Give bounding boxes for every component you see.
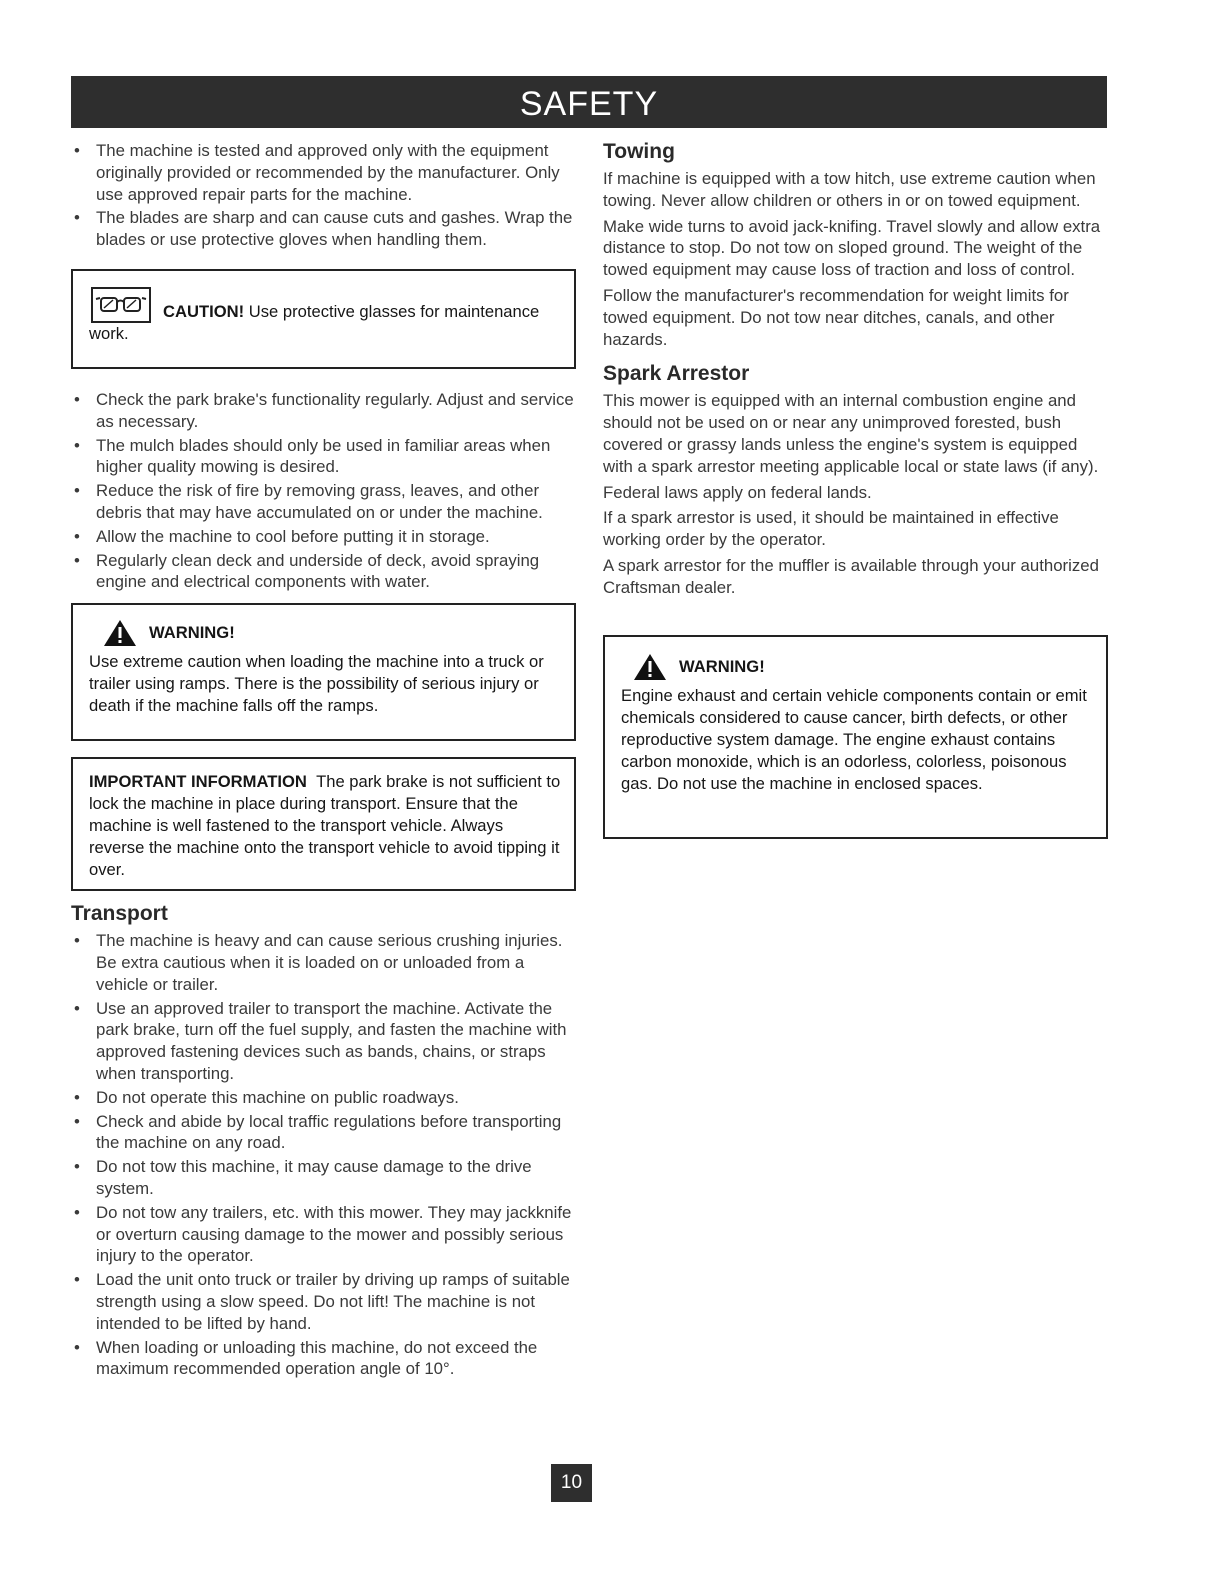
paragraph: If machine is equipped with a tow hitch, use extreme caution when towing. Never allow children or others in or on towed equipment. xyxy=(603,169,1096,210)
warning-box xyxy=(603,635,1108,839)
transport-bullet-list xyxy=(71,930,576,1380)
warning-triangle-icon xyxy=(633,653,667,681)
list-item: • Check and abide by local traffic regulations before transporting the machine on any road. xyxy=(71,1111,576,1155)
section-banner: SAFETY xyxy=(71,76,1107,128)
list-item: • Regularly clean deck and underside of deck, avoid spraying engine and electrical components with water. xyxy=(71,550,576,594)
list-item: • The blades are sharp and can cause cuts and gashes. Wrap the blades or use protective gloves when handling them. xyxy=(71,207,576,251)
list-item: • Check the park brake's functionality regularly. Adjust and service as necessary. xyxy=(71,389,576,433)
left-column xyxy=(71,140,576,1382)
list-item: • Reduce the risk of fire by removing grass, leaves, and other debris that may have accumulated on or under the machine. xyxy=(71,480,576,524)
middle-bullet-list xyxy=(71,389,576,593)
caution-text: Use protective glasses for maintenance work. xyxy=(89,301,540,343)
warning-label: WARNING! xyxy=(149,623,235,643)
paragraph: This mower is equipped with an internal combustion engine and should not be used on or near any unimproved forested, bush covered or grassy lands unless the engine's system is equipped with a spark arrestor meeting applicable local or state laws (if any). xyxy=(603,391,1099,476)
list-item: • Allow the machine to cool before putting it in storage. xyxy=(71,526,576,548)
spark-arrestor-heading: Spark Arrestor xyxy=(603,362,750,386)
caution-label: CAUTION! xyxy=(163,301,245,321)
paragraph: Make wide turns to avoid jack-knifing. Travel slowly and allow extra distance to stop. Do not tow on sloped ground. The weight of the towed equipment may cause loss of traction and loss of control. xyxy=(603,216,1101,280)
list-item: • Do not tow any trailers, etc. with this mower. They may jackknife or overturn causing damage to the mower and possibly serious injury to the operator. xyxy=(71,1202,576,1267)
paragraph: If a spark arrestor is used, it should be maintained in effective working order by the operator. xyxy=(603,508,1059,550)
list-item: • Load the unit onto truck or trailer by driving up ramps of suitable strength using a slow speed. Do not lift! The machine is not intended to be lifted by hand. xyxy=(71,1269,576,1334)
list-item: • When loading or unloading this machine, do not exceed the maximum recommended operation angle of 10°. xyxy=(71,1337,576,1381)
list-item: • Do not operate this machine on public roadways. xyxy=(71,1087,576,1109)
paragraph: Follow the manufacturer's recommendation for weight limits for towed equipment. Do not tow near ditches, canals, and other hazards. xyxy=(603,285,1069,349)
warning-label: WARNING! xyxy=(679,656,765,676)
paragraph: Federal laws apply on federal lands. xyxy=(603,482,872,502)
warning-text: Engine exhaust and certain vehicle components contain or emit chemicals considered to cause cancer, birth defects, or other reproductive system damage. The engine exhaust contains carbon monoxide, which is an odorless, colorless, poisonous gas. Do not use the machine in enclosed spaces. xyxy=(621,685,1087,793)
important-information-box xyxy=(71,757,576,891)
right-column xyxy=(603,140,1108,839)
warning-box xyxy=(71,603,576,741)
important-text: The park brake is not sufficient to lock the machine in place during transport. Ensure that the machine is well fastened to the transport vehicle. Always reverse the machine onto the transport vehicle to avoid tipping it over. xyxy=(89,772,561,880)
important-label: IMPORTANT INFORMATION xyxy=(89,772,307,792)
list-item: • Do not tow this machine, it may cause damage to the drive system. xyxy=(71,1156,576,1200)
page-number: 10 xyxy=(551,1464,592,1502)
safety-glasses-icon xyxy=(91,287,151,323)
list-item: • Use an approved trailer to transport the machine. Activate the park brake, turn off the fuel supply, and fasten the machine with approved fastening devices such as bands, chains, or straps when transporting. xyxy=(71,998,576,1085)
towing-heading: Towing xyxy=(603,140,675,163)
list-item: • The machine is tested and approved only with the equipment originally provided or recommended by the manufacturer. Only use approved repair parts for the machine. xyxy=(71,140,576,205)
list-item: • The mulch blades should only be used in familiar areas when higher quality mowing is desired. xyxy=(71,435,576,479)
warning-text: Use extreme caution when loading the machine into a truck or trailer using ramps. There is the possibility of serious injury or death if the machine falls off the ramps. xyxy=(89,652,544,716)
caution-box xyxy=(71,269,576,369)
list-item: • The machine is heavy and can cause serious crushing injuries. Be extra cautious when it is loaded on or unloaded from a vehicle or trailer. xyxy=(71,930,576,995)
warning-triangle-icon xyxy=(103,619,137,647)
transport-heading: Transport xyxy=(71,902,168,926)
top-bullet-list xyxy=(71,140,576,251)
paragraph: A spark arrestor for the muffler is available through your authorized Craftsman dealer. xyxy=(603,555,1099,597)
